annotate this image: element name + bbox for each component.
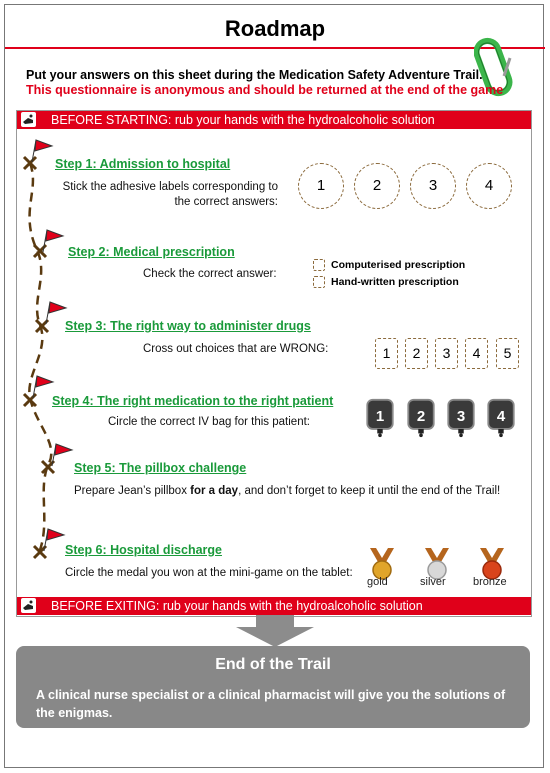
hand-written-prescription-checkbox[interactable] <box>313 276 325 288</box>
end-title: End of the Trail <box>215 656 331 673</box>
end-of-trail-box <box>16 646 530 728</box>
iv-bag-3-number: 3 <box>456 408 466 425</box>
iv-bag-1-number: 1 <box>375 408 385 425</box>
step-1-label-slot-3[interactable]: 3 <box>410 163 456 209</box>
page-title: Roadmap <box>224 16 326 41</box>
step-5-instruction <box>74 485 500 497</box>
medal-bronze-label: bronze <box>473 576 507 588</box>
step-1-label-slot-2[interactable]: 2 <box>354 163 400 209</box>
before-exiting-bar <box>17 597 531 615</box>
step-1-title: Step 1: Admission to hospital <box>55 157 231 171</box>
before-exiting-text: BEFORE EXITING: rub your hands with the hydroalcoholic solution <box>51 599 423 613</box>
step-3-choice-2[interactable]: 2 <box>405 338 428 369</box>
step-3-title: Step 3: The right way to administer drugs <box>65 319 311 333</box>
step-5-instruction-bold: for a day <box>190 485 239 497</box>
intro-line-2: This questionnaire is anonymous and should be returned at the end of the game <box>26 83 504 97</box>
step-1-instruction <box>56 180 278 210</box>
step-5-title: Step 5: The pillbox challenge <box>74 461 247 475</box>
medal-bronze[interactable] <box>470 544 516 592</box>
step-5-instruction-post: , and don’t forget to keep it until the end of the Trail! <box>238 485 501 497</box>
step-4-title: Step 4: The right medication to the right patient <box>52 394 334 408</box>
medal-silver[interactable] <box>415 544 459 592</box>
step-1-label-slot-4[interactable]: 4 <box>466 163 512 209</box>
step-5-instruction-pre: Prepare Jean’s pillbox <box>74 485 191 497</box>
step-1-instruction-line-1: Stick the adhesive labels corresponding to <box>62 181 278 193</box>
step-2-instruction: Check the correct answer: <box>143 268 277 280</box>
step-6-title: Step 6: Hospital discharge <box>65 543 222 557</box>
medal-gold[interactable] <box>362 544 402 592</box>
iv-bag-2-number: 2 <box>416 408 426 425</box>
hand-written-prescription-label: Hand-written prescription <box>331 276 459 288</box>
step-3-choice-4[interactable]: 4 <box>465 338 488 369</box>
step-3-choice-5[interactable]: 5 <box>496 338 519 369</box>
step-1-label-slot-1[interactable]: 1 <box>298 163 344 209</box>
end-text: A clinical nurse specialist or a clinical pharmacist will give you the solutions of the enigmas. <box>36 688 506 720</box>
step-3-choice-3[interactable]: 3 <box>435 338 458 369</box>
step-3-choice-1[interactable]: 1 <box>375 338 398 369</box>
computerised-prescription-label: Computerised prescription <box>331 259 466 271</box>
medal-silver-label: silver <box>420 576 446 588</box>
step-3-instruction: Cross out choices that are WRONG: <box>143 343 329 355</box>
hand-wash-icon <box>21 598 36 613</box>
before-starting-text: BEFORE STARTING: rub your hands with the hydroalcoholic solution <box>51 113 435 127</box>
intro-line-1: Put your answers on this sheet during the Medication Safety Adventure Trail. <box>26 68 483 82</box>
medal-gold-label: gold <box>367 576 388 588</box>
step-1-instruction-line-2: the correct answers: <box>174 196 278 208</box>
step-4-instruction: Circle the correct IV bag for this patient: <box>108 416 310 428</box>
down-arrow-icon <box>236 615 314 647</box>
step-2-title: Step 2: Medical prescription <box>68 245 235 259</box>
computerised-prescription-checkbox[interactable] <box>313 259 325 271</box>
iv-bag-4-number: 4 <box>496 408 506 425</box>
step-6-instruction: Circle the medal you won at the mini-game on the tablet: <box>65 567 353 579</box>
